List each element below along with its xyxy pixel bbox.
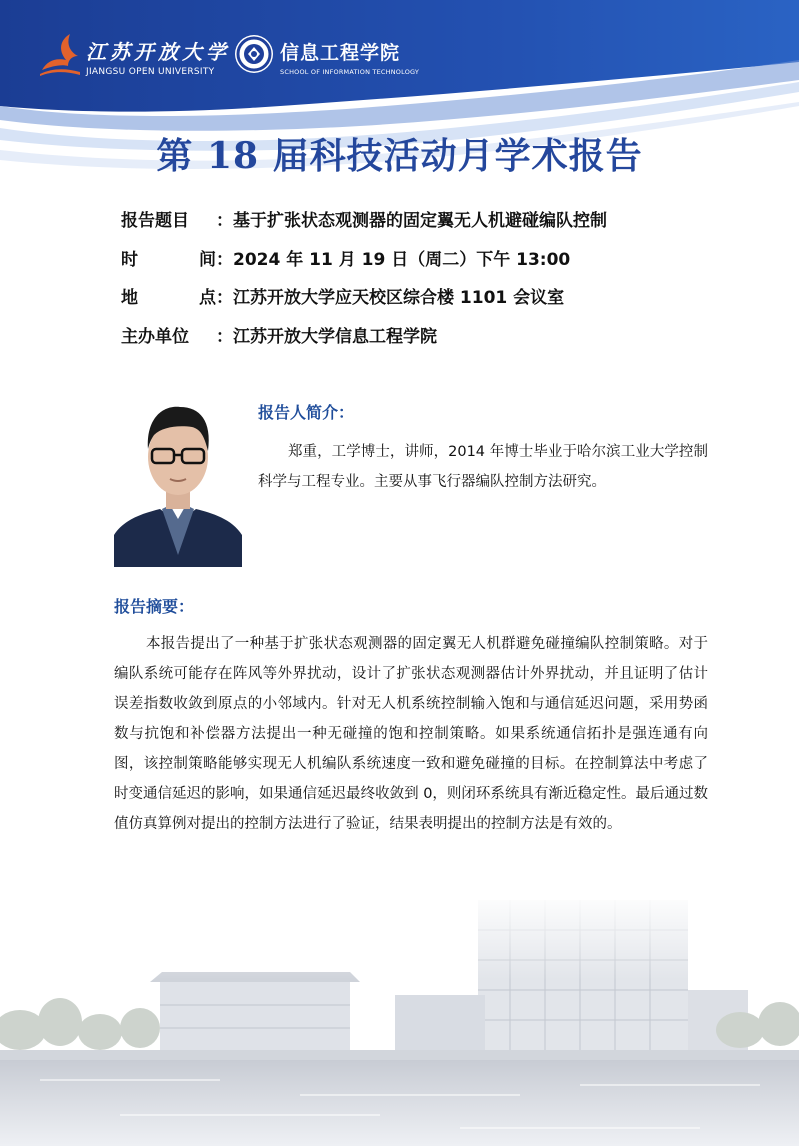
- page-title: 第 18 届科技活动月学术报告: [156, 135, 643, 177]
- university-name-en: JIANGSU OPEN UNIVERSITY: [86, 67, 215, 77]
- school-name: [280, 38, 419, 76]
- speaker-photo: [114, 395, 242, 567]
- info-label: 地 点: [121, 288, 216, 308]
- campus-building-illustration: [0, 890, 799, 1146]
- university-name: [86, 36, 230, 77]
- info-value-time: 2024 年 11 月 19 日（周二）下午 13:00: [233, 249, 571, 270]
- event-info: [121, 208, 607, 362]
- info-row-topic: 报告题目 ： 基于扩张状态观测器的固定翼无人机避碰编队控制: [121, 208, 607, 247]
- speaker-heading: 报告人简介：: [258, 403, 355, 422]
- info-label: 主办单位: [121, 326, 189, 347]
- school-name-en: SCHOOL OF INFORMATION TECHNOLOGY: [280, 68, 420, 76]
- info-value-host: 江苏开放大学信息工程学院: [233, 326, 437, 347]
- info-value-topic: 基于扩张状态观测器的固定翼无人机避碰编队控制: [233, 211, 607, 231]
- university-logo-icon: [36, 30, 84, 78]
- info-label: 时 间: [121, 249, 216, 270]
- info-row-host: 主办单位 ： 江苏开放大学信息工程学院: [121, 324, 607, 363]
- university-name-cn: 江苏开放大学: [86, 40, 230, 64]
- speaker-bio: 郑重，工学博士，讲师，2014 年博士毕业于哈尔滨工业大学控制科学与工程专业。主要从事飞行器编队控制方法研究。: [258, 444, 708, 490]
- info-row-location: 地 点 ： 江苏开放大学应天校区综合楼 1101 会议室: [121, 285, 607, 324]
- abstract-text: 本报告提出了一种基于扩张状态观测器的固定翼无人机群避免碰撞编队控制策略。对于编队系统可能存在阵风等外界扰动，设计了扩张状态观测器估计外界扰动，并且证明了估计误差指数收敛到原点的小邻域内。针对无人机系统控制输入饱和与通信延迟问题，采用势函数与抗饱和补偿器方法提出一种无碰撞的饱和控制策略。如果系统通信拓扑是强连通有向图，该控制策略能够实现无人机编队系统速度一致和避免碰撞的目标。在控制算法中考虑了时变通信延迟的影响，如果通信延迟最终收敛到 0，则闭环系统具有渐近稳定性。最后通过数值仿真算例对提出的控制方法进行了验证，结果表明提出的控制方法是有效的。: [114, 636, 708, 832]
- school-emblem-icon: [234, 34, 274, 74]
- info-row-time: 时 间 ： 2024 年 11 月 19 日（周二）下午 13:00: [121, 247, 607, 286]
- info-value-location: 江苏开放大学应天校区综合楼 1101 会议室: [233, 288, 565, 308]
- school-name-cn: 信息工程学院: [280, 42, 401, 64]
- abstract-heading: 报告摘要：: [114, 597, 195, 616]
- info-label: 报告题目: [121, 211, 189, 231]
